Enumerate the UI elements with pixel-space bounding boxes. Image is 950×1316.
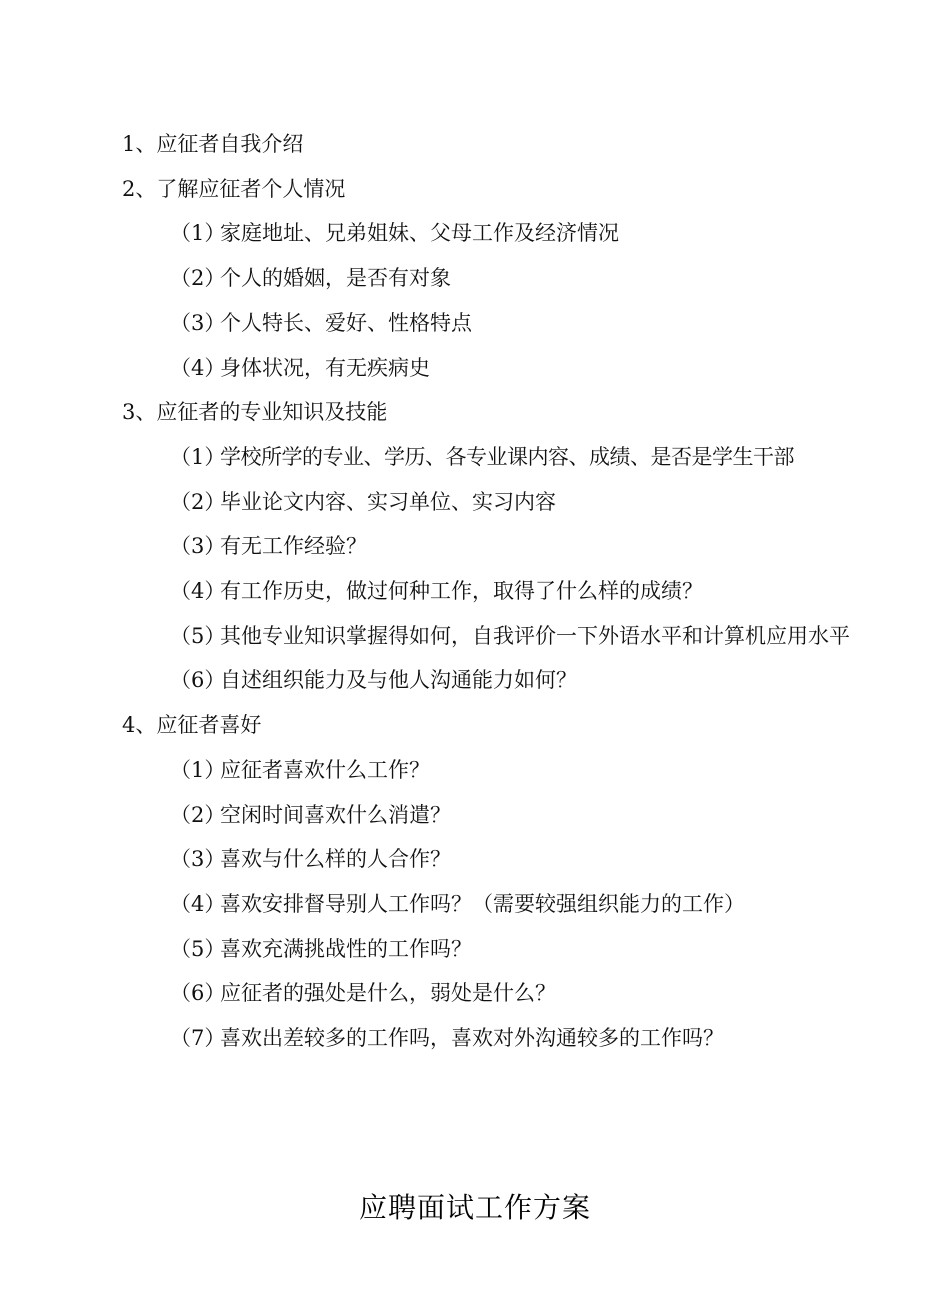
item-text: 家庭地址、兄弟姐妹、父母工作及经济情况: [220, 221, 619, 246]
section-self-intro: [122, 122, 882, 167]
section-title: 4、应征者喜好: [122, 713, 262, 738]
section-title: 2、了解应征者个人情况: [122, 176, 346, 201]
item-number: （2）: [170, 489, 226, 514]
list-item: [122, 882, 882, 927]
list-item: [122, 793, 882, 838]
item-number: （3）: [170, 534, 226, 559]
item-number: （2）: [170, 802, 226, 827]
item-text: 身体状况，有无疾病史: [220, 355, 430, 380]
list-item: [122, 301, 882, 346]
section-title: 3、应征者的专业知识及技能: [122, 400, 388, 425]
item-text: 自述组织能力及与他人沟通能力如何？: [220, 668, 577, 693]
section-personal-info: [122, 167, 882, 391]
item-text: 空闲时间喜欢什么消遣？: [220, 802, 451, 827]
list-item: [122, 256, 882, 301]
item-number: （6）: [170, 981, 226, 1006]
item-number: （6）: [170, 668, 226, 693]
item-number: （3）: [170, 310, 226, 335]
item-text: 其他专业知识掌握得如何，自我评价一下外语水平和计算机应用水平: [220, 623, 850, 648]
list-item: [122, 569, 882, 614]
item-number: （4）: [170, 891, 226, 916]
item-text: 喜欢出差较多的工作吗，喜欢对外沟通较多的工作吗？: [220, 1026, 724, 1051]
item-number: （5）: [170, 936, 226, 961]
list-item: [122, 211, 882, 256]
list-item: [122, 524, 882, 569]
document-title: 应聘面试工作方案: [358, 1191, 591, 1224]
item-text: 个人特长、爱好、性格特点: [220, 310, 472, 335]
section-preferences: [122, 703, 882, 1061]
list-item: [122, 1016, 882, 1061]
list-item: [122, 971, 882, 1016]
list-item: [122, 435, 882, 480]
item-number: （7）: [170, 1026, 226, 1051]
item-text: 有无工作经验？: [220, 534, 367, 559]
item-text: 喜欢充满挑战性的工作吗？: [220, 936, 472, 961]
section-skills: [122, 390, 882, 703]
item-number: （1）: [170, 221, 226, 246]
item-text: 毕业论文内容、实习单位、实习内容: [220, 489, 556, 514]
list-item: [122, 837, 882, 882]
section-title: 1、应征者自我介绍: [122, 132, 304, 156]
list-item: [122, 748, 882, 793]
item-number: （1）: [170, 757, 226, 782]
item-number: （3）: [170, 847, 226, 872]
item-number: （4）: [170, 355, 226, 380]
list-item: [122, 927, 882, 972]
list-item: [122, 658, 882, 703]
item-text: 学校所学的专业、学历、各专业课内容、成绩、是否是学生干部: [220, 444, 794, 469]
item-text: 应征者的强处是什么，弱处是什么？: [220, 981, 556, 1006]
item-number: （4）: [170, 579, 226, 604]
item-number: （1）: [170, 444, 226, 469]
item-number: （2）: [170, 266, 226, 291]
list-item: [122, 346, 882, 391]
item-text: 有工作历史，做过何种工作，取得了什么样的成绩？: [220, 579, 703, 604]
item-text: 喜欢安排督导别人工作吗？（需要较强组织能力的工作）: [220, 891, 745, 916]
item-text: 个人的婚姻，是否有对象: [220, 266, 451, 291]
item-text: 应征者喜欢什么工作？: [220, 757, 430, 782]
item-number: （5）: [170, 623, 226, 648]
list-item: [122, 614, 882, 659]
interview-outline: [122, 122, 882, 1061]
list-item: [122, 480, 882, 525]
item-text: 喜欢与什么样的人合作？: [220, 847, 451, 872]
